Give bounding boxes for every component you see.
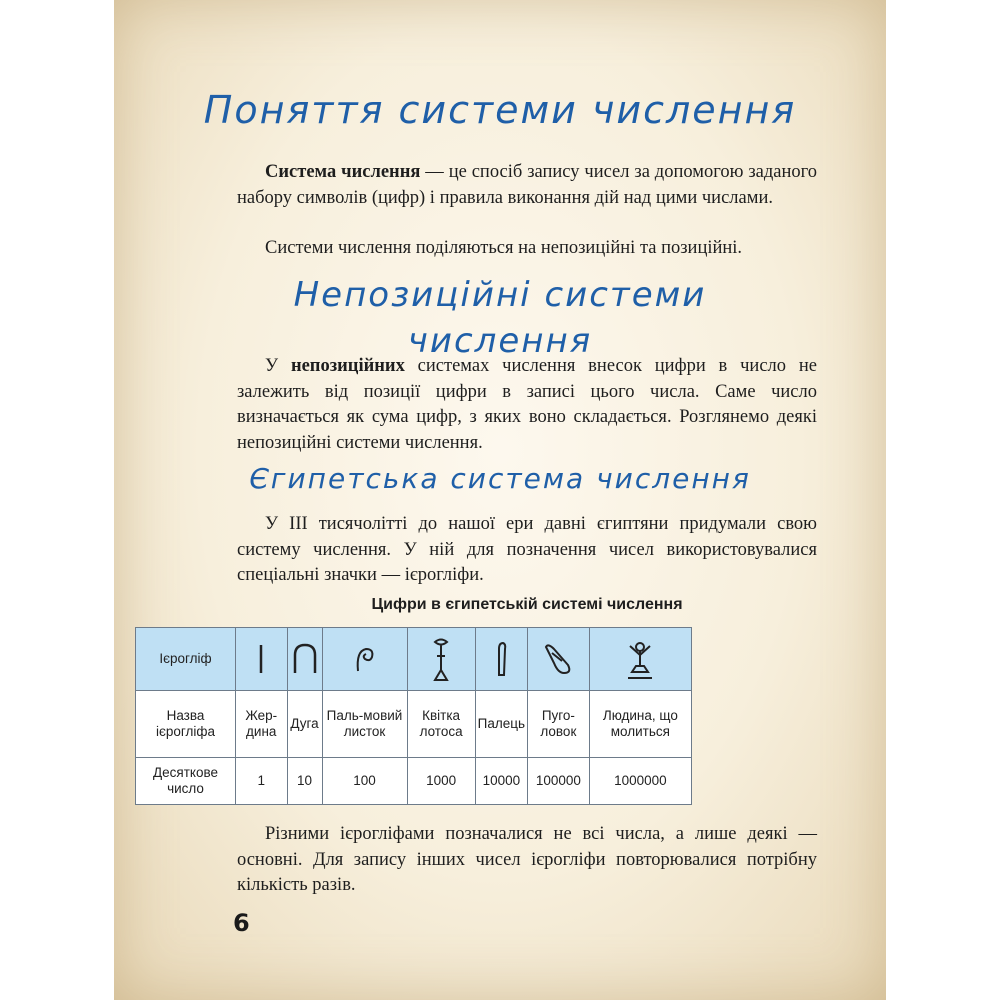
term-bold: Система числення	[265, 162, 421, 182]
nonpositional-rest: системах числення внесок цифри в число не залежить від позиції цифри в записі цього числа. Саме число визначається як сума цифр, з яких воно складається. Розглянемо деякі непозиційні системи числення.	[237, 356, 817, 453]
glyph-name-cell: Людина, що молиться	[589, 691, 691, 758]
glyph-name-cell: Паль-мовий листок	[322, 691, 407, 758]
glyph-value-cell: 1000	[407, 758, 475, 805]
nonpositional-lead: У	[265, 356, 291, 376]
row-header-name: Назва ієрогліфа	[136, 691, 236, 758]
book-page	[114, 0, 886, 1000]
glyph-value-cell: 10000	[475, 758, 527, 805]
page-number: 6	[233, 909, 250, 937]
definition-paragraph	[237, 160, 817, 211]
table-row	[136, 628, 692, 691]
definition-text: — це спосіб запису чисел за допомогою заданого набору символів (цифр) і правила виконання дій над цими числами.	[237, 162, 817, 208]
glyph-value-cell: 100000	[528, 758, 590, 805]
lotus-glyph-icon	[407, 628, 475, 691]
glyph-value-cell: 10	[287, 758, 322, 805]
glyph-name-cell: Квітка лотоса	[407, 691, 475, 758]
table-row	[136, 758, 692, 805]
egyptian-paragraph: У III тисячолітті до нашої ери давні єгиптяни придумали свою систему числення. У ній для позначення чисел використовувалися спеціальні значки — ієрогліфи.	[237, 514, 817, 585]
nonpositional-heading-line2: числення	[407, 321, 593, 361]
main-heading: Поняття системи числення	[203, 88, 797, 132]
glyph-name-cell: Пуго-ловок	[528, 691, 590, 758]
finger-glyph-icon	[475, 628, 527, 691]
nonpositional-heading-line1: Непозиційні системи	[293, 275, 707, 315]
table-row	[136, 691, 692, 758]
glyph-name-cell: Дуга	[287, 691, 322, 758]
glyph-name-cell: Жер-дина	[236, 691, 288, 758]
nonpositional-term: непозиційних	[290, 356, 405, 376]
glyph-value-cell: 100	[322, 758, 407, 805]
praying-man-glyph-icon	[589, 628, 691, 691]
row-header-glyph: Ієрогліф	[136, 628, 236, 691]
nonpositional-paragraph	[237, 354, 817, 456]
table-caption: Цифри в єгипетській системі числення	[371, 596, 683, 613]
glyph-name-cell: Палець	[475, 691, 527, 758]
arch-glyph-icon	[287, 628, 322, 691]
egyptian-digits-table	[135, 627, 692, 805]
tadpole-glyph-icon	[528, 628, 590, 691]
nonpositional-heading	[114, 272, 886, 364]
row-header-value: Десяткове число	[136, 758, 236, 805]
division-paragraph: Системи числення поділяються на непозиційні та позиційні.	[265, 238, 743, 258]
closing-paragraph: Різними ієрогліфами позначалися не всі числа, а лише деякі — основні. Для запису інших чисел ієрогліфи повторювалися потрібну кількість разів.	[237, 824, 817, 895]
glyph-value-cell: 1	[236, 758, 288, 805]
coil-glyph-icon	[322, 628, 407, 691]
stroke-glyph-icon	[236, 628, 288, 691]
glyph-value-cell: 1000000	[589, 758, 691, 805]
egyptian-heading: Єгипетська система числення	[249, 462, 751, 495]
